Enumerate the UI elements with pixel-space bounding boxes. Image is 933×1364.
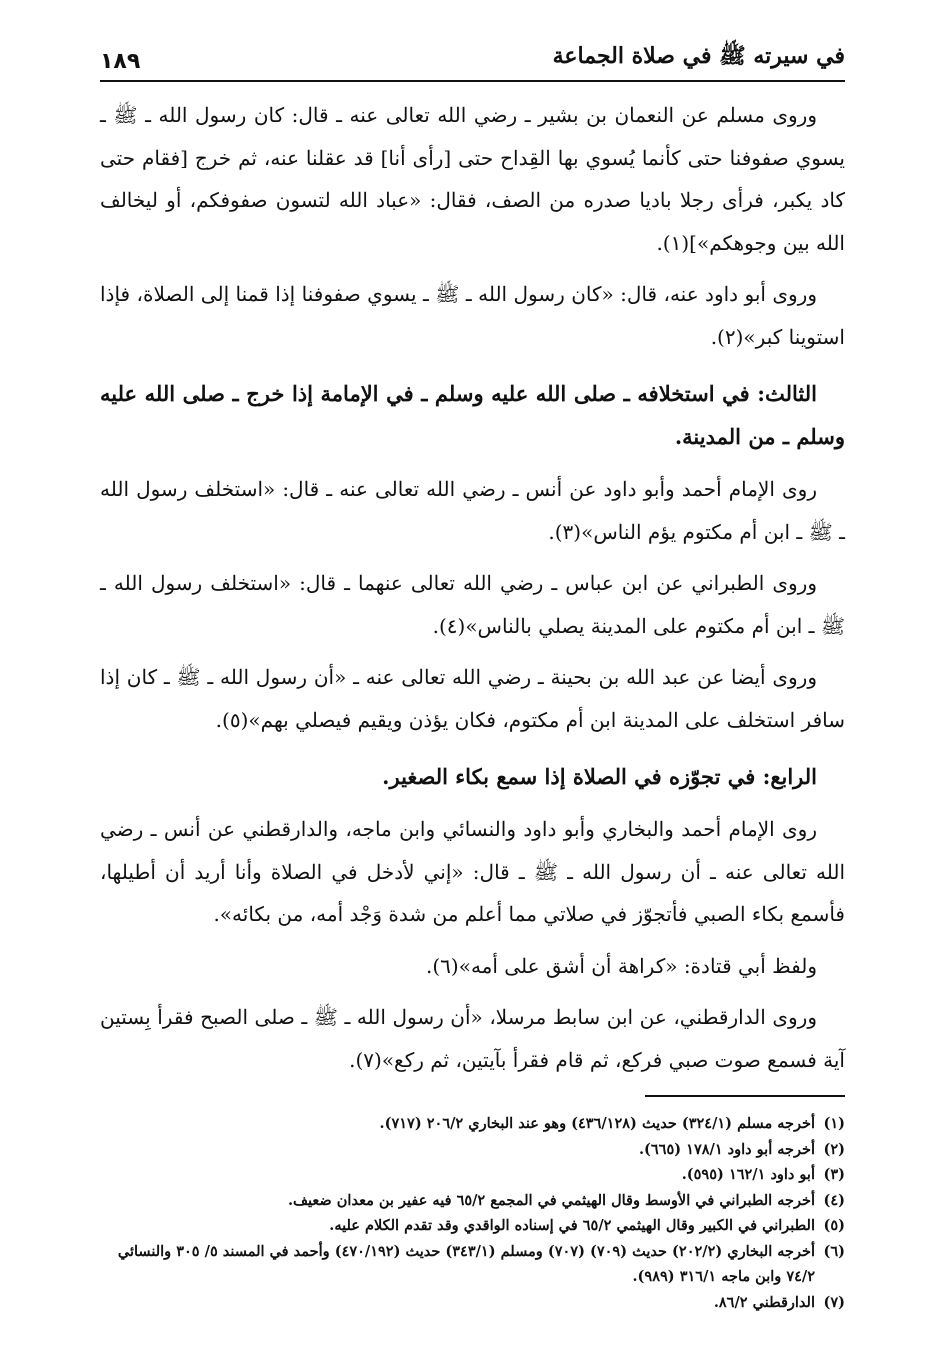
paragraph-ahmad-anas: روى الإمام أحمد وأبو داود عن أنس ـ رضي الله تعالى عنه ـ قال: «استخلف رسول الله ـ ﷺ ـ ابن أم مكتوم يؤم الناس»(٣). xyxy=(100,477,845,544)
footnotes xyxy=(100,1111,845,1315)
paragraph-abu-dawud-rows: وروى أبو داود عنه، قال: «كان رسول الله ـ ﷺ ـ يسوي صفوفنا إذا قمنا إلى الصلاة، فإذا استوينا كبر»(٢). xyxy=(100,282,845,349)
footnote-3 xyxy=(100,1162,845,1188)
footnote-number: (٧) xyxy=(823,1293,845,1311)
footnote-6 xyxy=(100,1239,845,1290)
footnote-2 xyxy=(100,1137,845,1163)
footnote-number: (٤) xyxy=(823,1191,845,1209)
running-header xyxy=(100,40,845,82)
footnote-number: (٣) xyxy=(823,1166,845,1183)
running-title: في سيرته ﷺ في صلاة الجماعة xyxy=(552,43,845,69)
footnote-number: (٦) xyxy=(823,1242,845,1260)
footnote-text: أخرجه مسلم (٣٢٤/١) حديث (٤٣٦/١٢٨) وهو عند البخاري ٢٠٦/٢ (٧١٧). xyxy=(379,1115,815,1132)
section-heading-third: الثالث: في استخلافه ـ صلى الله عليه وسلم ـ في الإمامة إذا خرج ـ صلى الله عليه وسلم ـ من المدينة. xyxy=(100,381,845,449)
paragraph-abu-qatada: ولفظ أبي قتادة: «كراهة أن أشق على أمه»(٦). xyxy=(426,953,817,978)
paragraph-ibn-buhayna: وروى أيضا عن عبد الله بن بحينة ـ رضي الله تعالى عنه ـ «أن رسول الله ـ ﷺ ـ كان إذا سافر استخلف على المدينة ابن أم مكتوم، فكان يؤذن ويقيم فيصلي بهم»(٥). xyxy=(100,665,845,732)
footnote-number: (٥) xyxy=(823,1217,845,1234)
paragraph-anas-crying-child: روى الإمام أحمد والبخاري وأبو داود والنسائي وابن ماجه، والدارقطني عن أنس ـ رضي الله تعالى عنه ـ أن رسول الله ـ ﷺ ـ قال: «إني لأدخل في الصلاة وأنا أريد أن أطيلها، فأسمع بكاء الصبي فأتجوّز في صلاتي مما أعلم من شدة وَجْد أمه، من بكائه». xyxy=(100,817,846,926)
footnote-5 xyxy=(100,1213,845,1239)
page-number: ١٨٩ xyxy=(100,49,141,74)
footnote-text: أخرجه الطبراني في الأوسط وقال الهيثمي في المجمع ٦٥/٢ فيه عفير بن معدان ضعيف. xyxy=(288,1191,815,1209)
body-text xyxy=(100,94,845,1081)
book-page xyxy=(100,40,845,1364)
paragraph-daraqutni: وروى الدارقطني، عن ابن سابط مرسلا، «أن رسول الله ـ ﷺ ـ صلى الصبح فقرأ بِستين آية فسمع صوت صبي فركع، ثم قام فقرأ بآيتين، ثم ركع»(٧). xyxy=(100,1005,845,1072)
paragraph-tabarani-ibn-abbas: وروى الطبراني عن ابن عباس ـ رضي الله تعالى عنهما ـ قال: «استخلف رسول الله ـ ﷺ ـ ابن أم مكتوم على المدينة يصلي بالناس»(٤). xyxy=(100,571,845,638)
footnote-number: (١) xyxy=(823,1115,845,1132)
footnote-number: (٢) xyxy=(823,1140,845,1158)
paragraph-muslim-rows: وروى مسلم عن النعمان بن بشير ـ رضي الله تعالى عنه ـ قال: كان رسول الله ـ ﷺ ـ يسوي صفوفنا حتى كأنما يُسوي بها القِداح حتى [رأى أنا] قد عقلنا عنه، ثم خرج [فقام حتى كاد يكبر، فرأى رجلا باديا صدره من الصف، فقال: «عباد الله لتسون صفوفكم، أو ليخالف الله بين وجوهكم»](١). xyxy=(100,103,845,255)
footnote-separator xyxy=(645,1095,845,1097)
footnote-1 xyxy=(100,1111,845,1137)
section-heading-fourth: الرابع: في تجوّزه في الصلاة إذا سمع بكاء الصغير. xyxy=(382,764,817,789)
footnote-4 xyxy=(100,1188,845,1214)
footnote-text: أخرجه البخاري (٢٠٢/٢) حديث (٧٠٩) (٧٠٧) ومسلم (٣٤٣/١) حديث (٤٧٠/١٩٢) وأحمد في المسند ٥/ ٣٠٥ والنسائي ٧٤/٢ وابن ماجه ٣١٦/١ (٩٨٩). xyxy=(117,1242,815,1285)
footnote-7 xyxy=(100,1290,845,1316)
footnote-text: أخرجه أبو داود ١٧٨/١ (٦٦٥). xyxy=(638,1140,815,1158)
footnote-text: أبو داود ١٦٢/١ (٥٩٥). xyxy=(681,1166,815,1183)
footnote-text: الدارقطني ٨٦/٢. xyxy=(713,1293,815,1311)
footnote-text: الطبراني في الكبير وقال الهيثمي ٦٥/٢ في إسناده الواقدي وقد تقدم الكلام عليه. xyxy=(329,1217,815,1234)
